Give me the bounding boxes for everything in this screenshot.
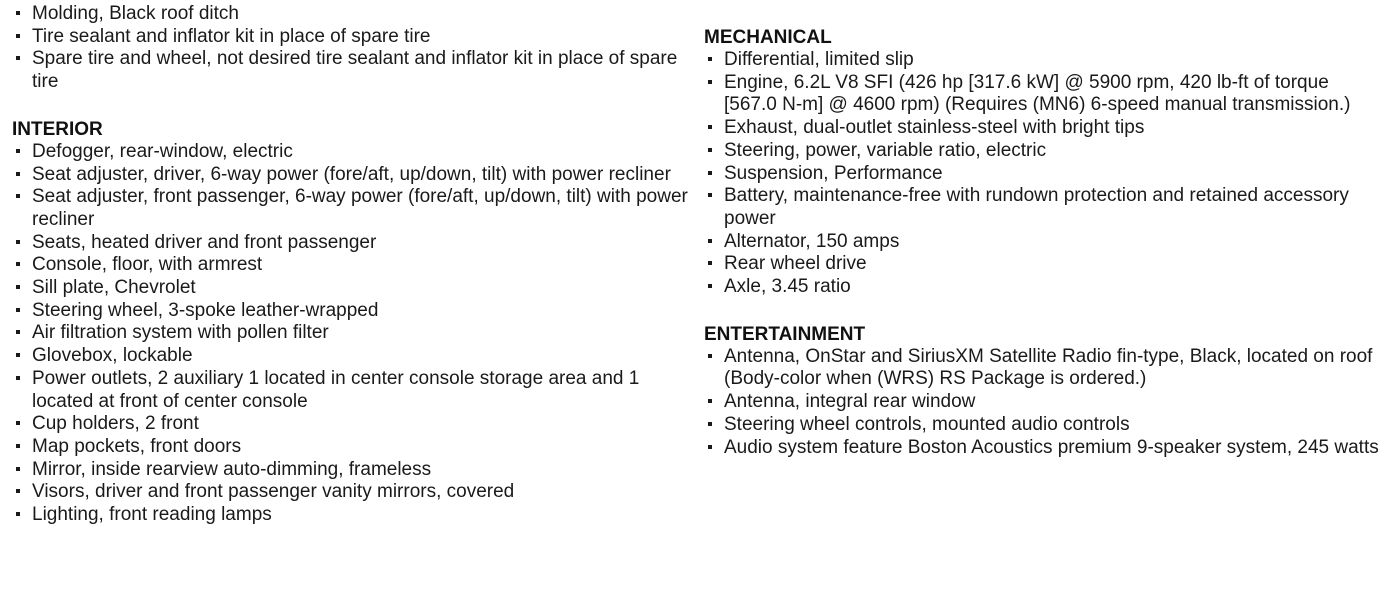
bullet-icon: [16, 172, 20, 176]
bullet-icon: [16, 194, 20, 198]
left-column: [12, 0, 692, 527]
bullet-icon: [708, 239, 712, 243]
bullet-icon: [708, 193, 712, 197]
list-item: Defogger, rear-window, electric: [12, 141, 692, 164]
list-item: Differential, limited slip: [704, 49, 1384, 72]
list-item: Tire sealant and inflator kit in place of spare tire: [12, 26, 692, 49]
bullet-icon: [16, 512, 20, 516]
bullet-icon: [16, 285, 20, 289]
list-item: Exhaust, dual-outlet stainless-steel with bright tips: [704, 117, 1384, 140]
bullet-icon: [708, 125, 712, 129]
bullet-icon: [708, 284, 712, 288]
bullet-icon: [16, 444, 20, 448]
bullet-icon: [16, 308, 20, 312]
list-item: Seat adjuster, driver, 6-way power (fore/aft, up/down, tilt) with power recliner: [12, 164, 692, 187]
list-item: Lighting, front reading lamps: [12, 504, 692, 527]
entertainment-heading: ENTERTAINMENT: [704, 323, 866, 345]
section-gap: [12, 94, 692, 118]
list-item: Axle, 3.45 ratio: [704, 276, 1384, 299]
list-item: Map pockets, front doors: [12, 436, 692, 459]
list-item: Sill plate, Chevrolet: [12, 277, 692, 300]
list-item: Air filtration system with pollen filter: [12, 322, 692, 345]
list-item: Cup holders, 2 front: [12, 413, 692, 436]
list-item: Spare tire and wheel, not desired tire sealant and inflator kit in place of spare tire: [12, 48, 692, 93]
bullet-icon: [708, 399, 712, 403]
bullet-icon: [16, 353, 20, 357]
list-item: Glovebox, lockable: [12, 345, 692, 368]
bullet-icon: [16, 330, 20, 334]
right-column: [704, 26, 1384, 459]
mechanical-heading: MECHANICAL: [704, 27, 832, 48]
list-item: Suspension, Performance: [704, 163, 1384, 186]
bullet-icon: [708, 80, 712, 84]
list-item: Seat adjuster, front passenger, 6-way power (fore/aft, up/down, tilt) with power recliner: [12, 186, 692, 231]
list-item: Molding, Black roof ditch: [12, 3, 692, 26]
list-item: Alternator, 150 amps: [704, 231, 1384, 254]
bullet-icon: [16, 149, 20, 153]
bullet-icon: [16, 262, 20, 266]
bullet-icon: [16, 56, 20, 60]
bullet-icon: [708, 354, 712, 358]
list-item: Antenna, integral rear window: [704, 391, 1384, 414]
list-item: Battery, maintenance-free with rundown protection and retained accessory power: [704, 185, 1384, 230]
interior-list: [12, 141, 692, 527]
section-gap: [704, 299, 1384, 323]
bullet-icon: [708, 422, 712, 426]
bullet-icon: [16, 489, 20, 493]
exterior-list-tail: [12, 3, 692, 94]
bullet-icon: [16, 376, 20, 380]
bullet-icon: [708, 261, 712, 265]
list-item: Engine, 6.2L V8 SFI (426 hp [317.6 kW] @ 5900 rpm, 420 lb-ft of torque [567.0 N-m] @ 4600 rpm) (Requires (MN6) 6-speed manual transmission.): [704, 72, 1384, 117]
bullet-icon: [16, 421, 20, 425]
list-item: Audio system feature Boston Acoustics premium 9-speaker system, 245 watts: [704, 437, 1384, 460]
list-item: Steering, power, variable ratio, electric: [704, 140, 1384, 163]
list-item: Power outlets, 2 auxiliary 1 located in center console storage area and 1 located at front of center console: [12, 368, 692, 413]
bullet-icon: [708, 445, 712, 449]
bullet-icon: [16, 240, 20, 244]
list-item: Seats, heated driver and front passenger: [12, 232, 692, 255]
bullet-icon: [16, 34, 20, 38]
bullet-icon: [708, 171, 712, 175]
list-item: Steering wheel, 3-spoke leather-wrapped: [12, 300, 692, 323]
list-item: Visors, driver and front passenger vanity mirrors, covered: [12, 481, 692, 504]
list-item: Antenna, OnStar and SiriusXM Satellite Radio fin-type, Black, located on roof (Body-color when (WRS) RS Package is ordered.): [704, 346, 1384, 391]
mechanical-list: [704, 49, 1384, 299]
interior-heading: INTERIOR: [12, 118, 103, 140]
list-item: Steering wheel controls, mounted audio controls: [704, 414, 1384, 437]
bullet-icon: [16, 11, 20, 15]
list-item: Mirror, inside rearview auto-dimming, frameless: [12, 459, 692, 482]
bullet-icon: [708, 57, 712, 61]
list-item: Console, floor, with armrest: [12, 254, 692, 277]
entertainment-list: [704, 346, 1384, 460]
list-item: Rear wheel drive: [704, 253, 1384, 276]
bullet-icon: [16, 467, 20, 471]
bullet-icon: [708, 148, 712, 152]
